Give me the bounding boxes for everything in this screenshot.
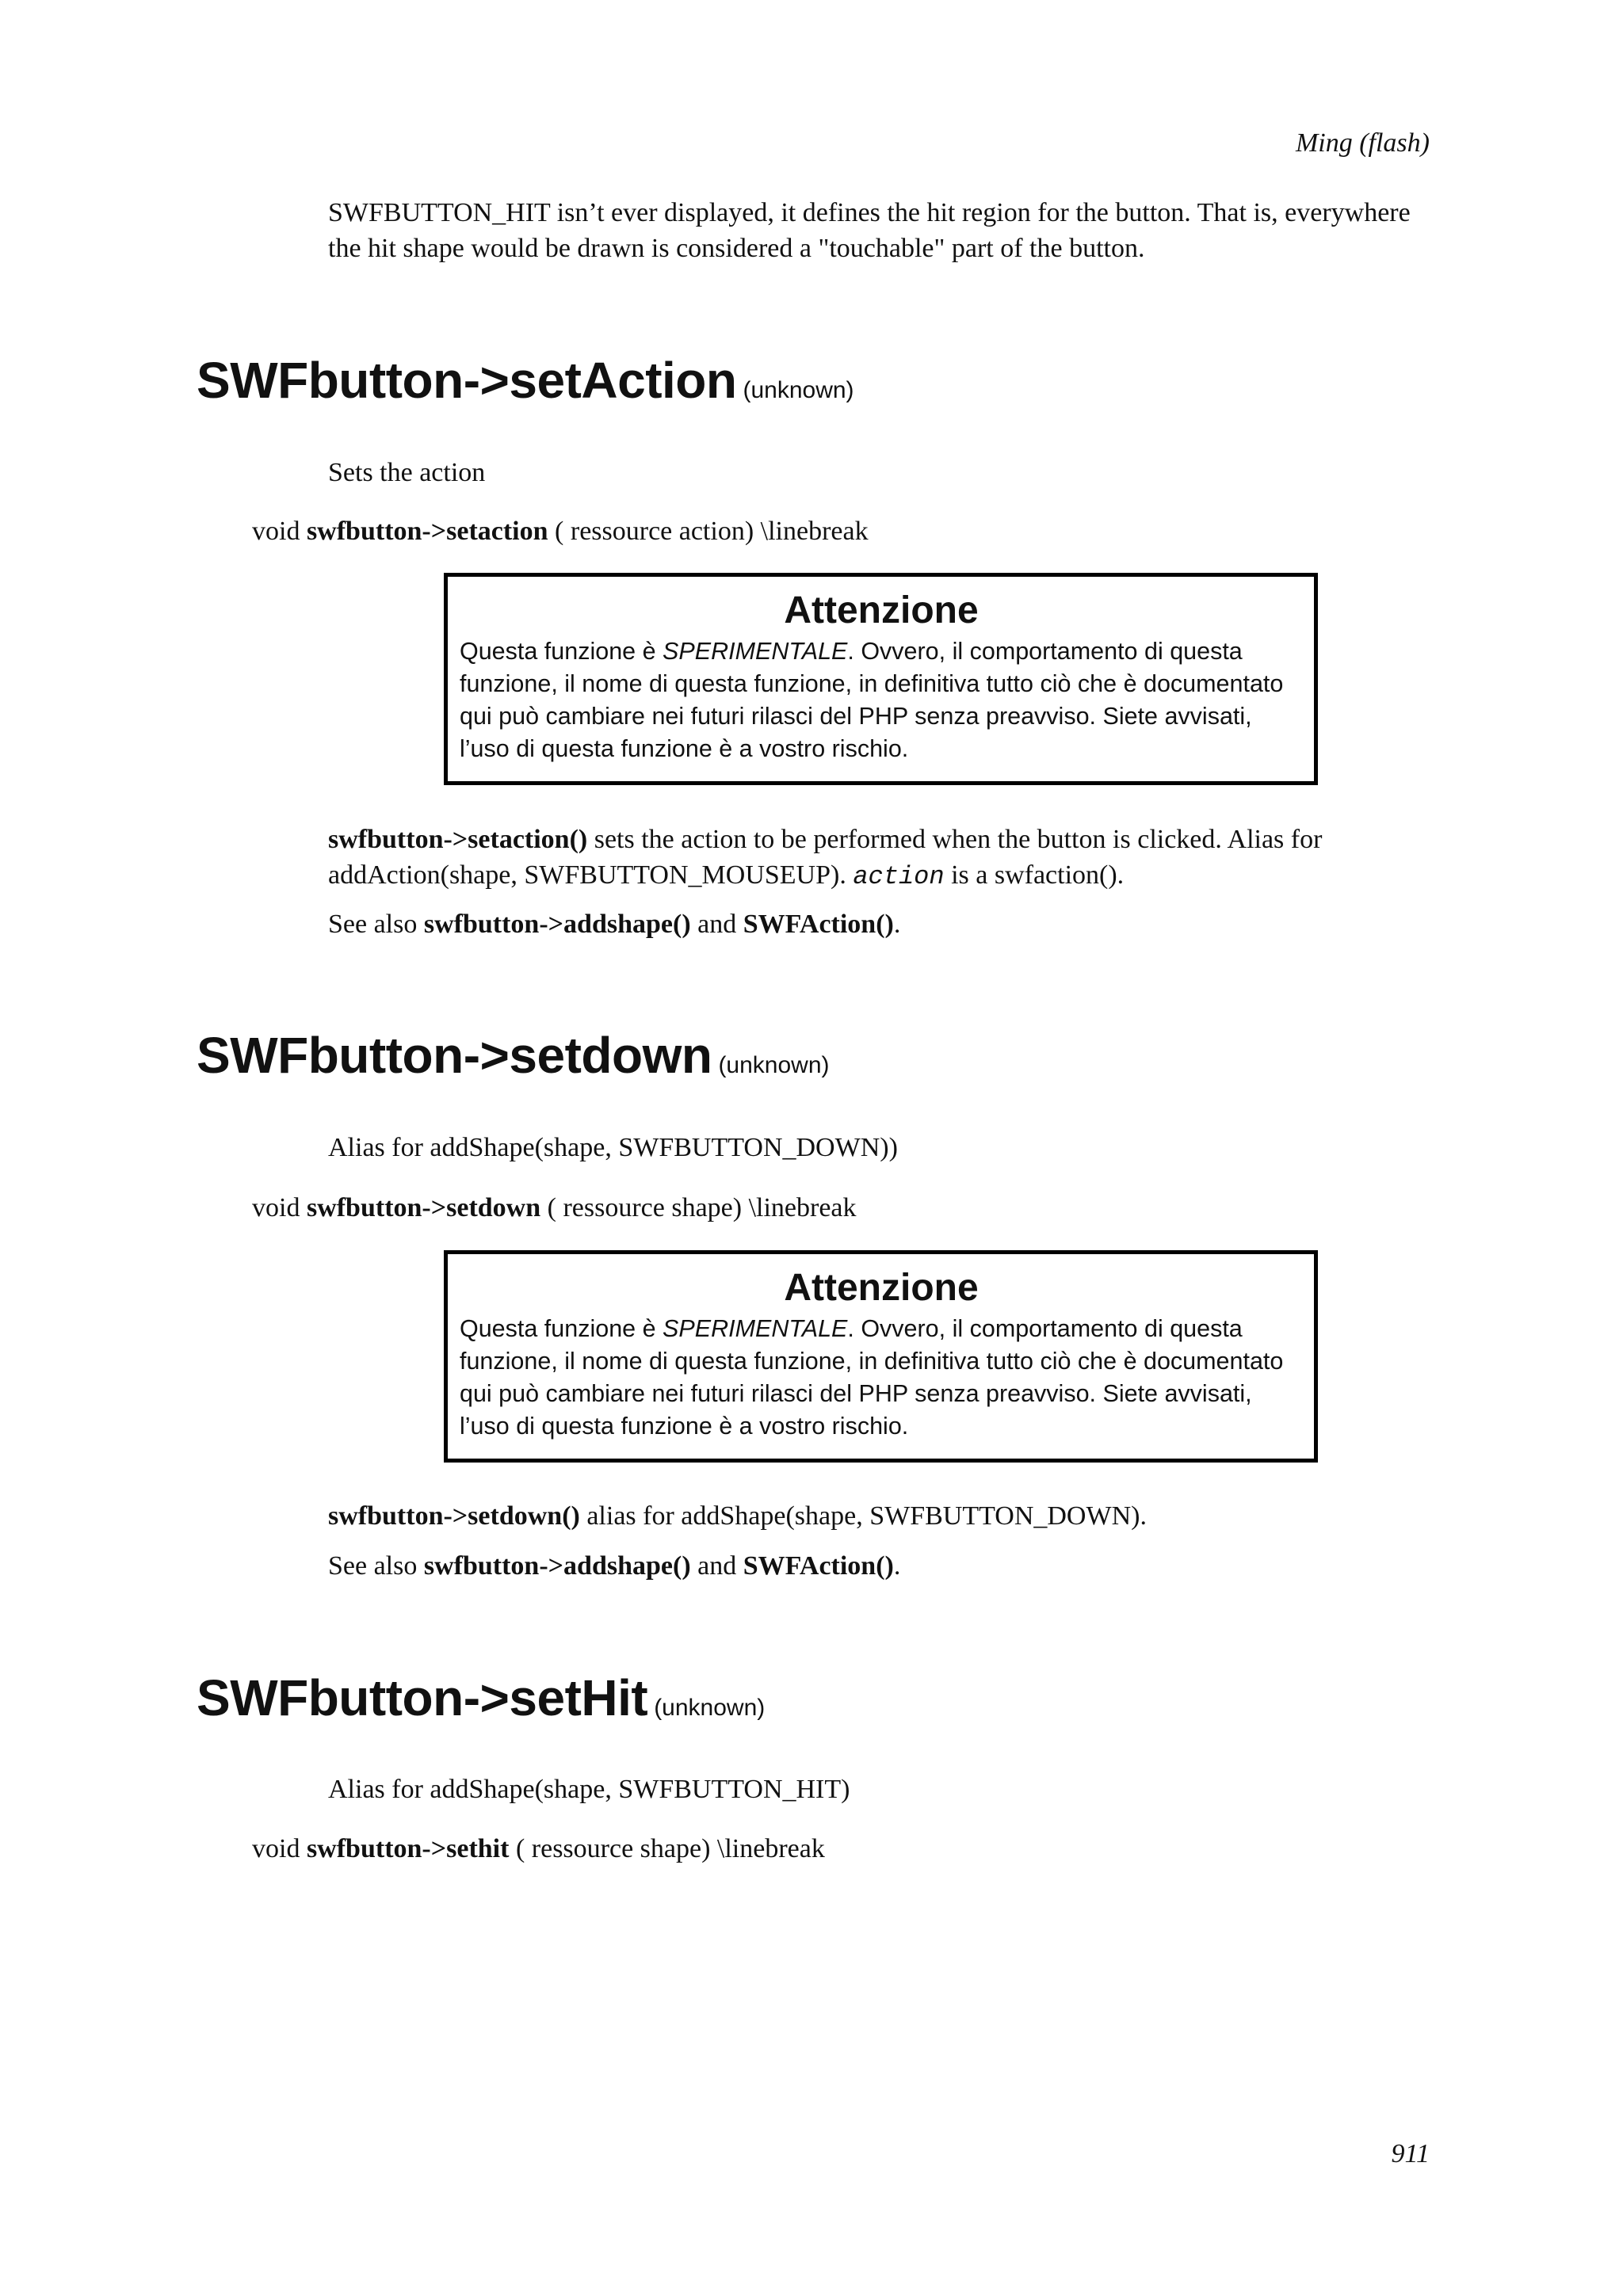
see-also-link-swfaction[interactable]: SWFAction(): [743, 910, 894, 939]
method-name: swfbutton->sethit: [306, 1834, 510, 1863]
warning-line-2: funzione, il nome di questa funzione, in definitiva tutto ciò che è documentato: [460, 1348, 1284, 1375]
warning-text: [460, 635, 1303, 765]
section-status: (unknown): [654, 1695, 766, 1721]
running-header: Ming (flash): [1295, 128, 1430, 158]
method-params: ( ressource shape) \linebreak: [547, 1193, 857, 1222]
warning-text: [460, 1313, 1303, 1443]
see-also: [328, 906, 1438, 942]
warning-line-3: qui può cambiare nei futuri rilasci del PHP senza preavviso. Siete avvisati,: [460, 1380, 1252, 1407]
method-synopsis: [252, 1831, 825, 1867]
warning-line-4: l’uso di questa funzione è a vostro rischio.: [460, 1413, 909, 1440]
description-text: alias for addShape(shape, SWFBUTTON_DOWN).: [579, 1501, 1147, 1531]
see-also-prefix: See also: [328, 1551, 424, 1581]
section-heading-sethit: [197, 1666, 765, 1740]
function-name: swfbutton->setaction(): [328, 825, 588, 854]
see-also-suffix: .: [893, 910, 901, 939]
return-type: void: [252, 517, 300, 546]
section-purpose: Alias for addShape(shape, SWFBUTTON_HIT): [328, 1775, 850, 1804]
method-synopsis: [252, 513, 869, 549]
warning-line-1-rest: . Ovvero, il comportamento di questa: [847, 1315, 1243, 1342]
section-purpose: Sets the action: [328, 458, 486, 487]
section-title: SWFbutton->setdown: [197, 1027, 712, 1084]
see-also-prefix: See also: [328, 910, 424, 939]
return-type: void: [252, 1193, 300, 1222]
warning-box: [444, 1250, 1318, 1463]
section-purpose: Alias for addShape(shape, SWFBUTTON_DOWN)): [328, 1133, 898, 1162]
see-also-and: and: [690, 1551, 743, 1581]
section-heading-setaction: [197, 349, 854, 422]
section-description: [328, 822, 1438, 894]
section-title: SWFbutton->setAction: [197, 352, 737, 409]
method-params: ( ressource action) \linebreak: [555, 517, 869, 546]
function-name: swfbutton->setdown(): [328, 1501, 580, 1531]
method-synopsis: [252, 1190, 857, 1226]
see-also-link-addshape[interactable]: swfbutton->addshape(): [423, 910, 691, 939]
page-number: 911: [1391, 2139, 1430, 2168]
see-also-suffix: .: [893, 1551, 901, 1581]
warning-title: Attenzione: [784, 589, 979, 631]
method-params: ( ressource shape) \linebreak: [515, 1834, 825, 1863]
method-name: swfbutton->setdown: [306, 1193, 541, 1222]
description-line-2b: is a swfaction().: [944, 860, 1125, 890]
intro-paragraph: [328, 195, 1438, 266]
warning-prefix: Questa funzione è: [460, 638, 663, 665]
warning-line-2: funzione, il nome di questa funzione, in definitiva tutto ciò che è documentato: [460, 670, 1284, 697]
warning-line-4: l’uso di questa funzione è a vostro rischio.: [460, 735, 909, 762]
section-title: SWFbutton->setHit: [197, 1669, 648, 1726]
section-description: [328, 1498, 1438, 1534]
see-also: [328, 1548, 1438, 1584]
section-status: (unknown): [718, 1052, 830, 1078]
parameter-name: action: [853, 862, 945, 891]
description-line-2a: addAction(shape, SWFBUTTON_MOUSEUP).: [328, 860, 854, 890]
see-also-link-swfaction[interactable]: SWFAction(): [743, 1551, 894, 1581]
intro-line-1: SWFBUTTON_HIT isn’t ever displayed, it defines the hit region for the button. That is, everywhere: [328, 198, 1411, 227]
warning-line-3: qui può cambiare nei futuri rilasci del PHP senza preavviso. Siete avvisati,: [460, 703, 1252, 730]
warning-prefix: Questa funzione è: [460, 1315, 663, 1342]
see-also-link-addshape[interactable]: swfbutton->addshape(): [423, 1551, 691, 1581]
method-name: swfbutton->setaction: [306, 517, 548, 546]
see-also-and: and: [690, 910, 743, 939]
warning-emphasis: SPERIMENTALE: [663, 1315, 848, 1342]
section-heading-setdown: [197, 1024, 830, 1097]
warning-line-1-rest: . Ovvero, il comportamento di questa: [847, 638, 1243, 665]
warning-title: Attenzione: [784, 1267, 979, 1309]
warning-emphasis: SPERIMENTALE: [663, 638, 848, 665]
return-type: void: [252, 1834, 300, 1863]
description-line-1: sets the action to be performed when the button is clicked. Alias for: [587, 825, 1323, 854]
intro-line-2: the hit shape would be drawn is considered a "touchable" part of the button.: [328, 234, 1145, 263]
section-status: (unknown): [743, 377, 854, 403]
warning-box: [444, 573, 1318, 785]
